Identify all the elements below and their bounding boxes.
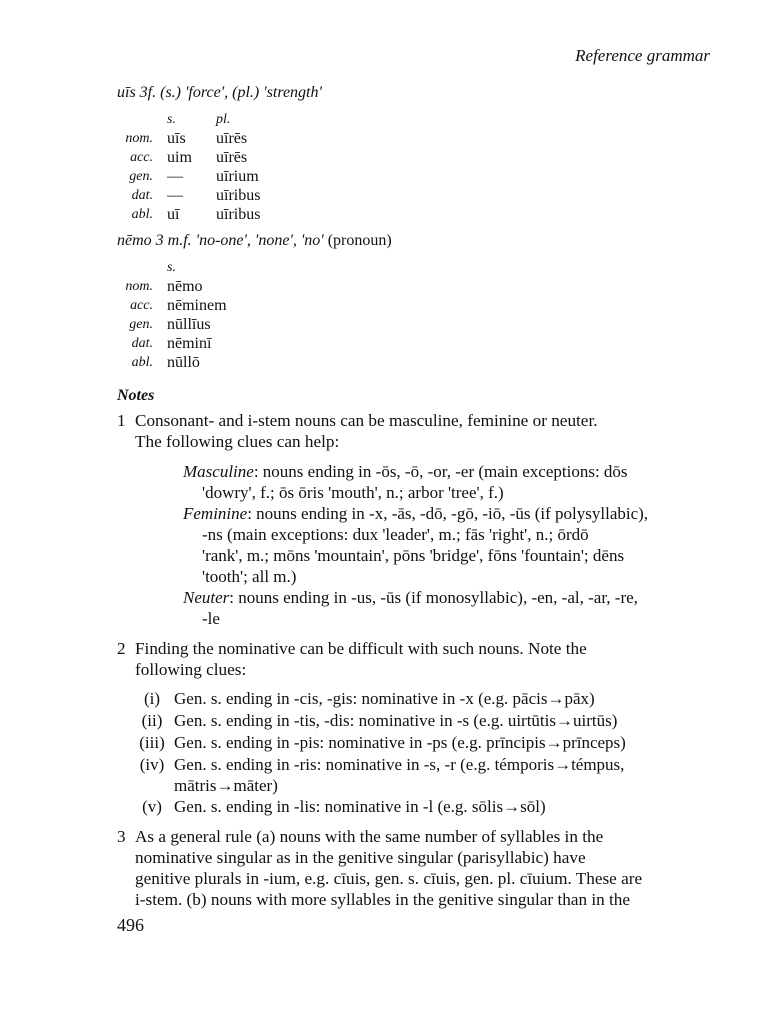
running-header: Reference grammar [575,46,710,65]
nemo-heading-text: nēmo 3 m.f. 'no-one', 'none', 'no' [117,232,324,249]
list-item: (v) Gen. s. ending in -lis: nominative in -l (e.g. sōlis→sōl) [142,797,546,816]
table-row: acc. uim uīrēs [130,149,248,166]
table-row: dat. nēminī [131,335,212,352]
table-row: gen. nūllīus [129,316,211,333]
note-3-number: 3 [117,827,126,846]
list-item: (ii) Gen. s. ending in -tis, -dis: nominative in -s (e.g. uirtūtis→uirtūs) [141,711,618,730]
col-singular-label: s. [167,112,176,127]
note-2-intro: Finding the nominative can be difficult with such nouns. Note the following clues: [135,639,587,679]
note-1-number: 1 [117,411,126,430]
uis-heading-text: uīs 3f. (s.) 'force', (pl.) 'strength' [117,84,322,101]
note-2-number: 2 [117,639,126,658]
note-1-gender-clues: Masculine: nouns ending in -ōs, -ō, -or, -er (main exceptions: dōs 'dowry', f.; ōs ōris 'mouth', n.; arbor 'tree', f.) Feminine: nouns ending in -x, -ās, -dō, -gō, -iō, -ūs (if polysyllabic), -ns (main exceptions: dux 'leader', m.; fās 'right', n.; ōrdō 'rank', m.; mōns 'mountain', pōns 'bridge', fōns 'fountain'; dēns 'tooth'; all m.) Neuter: nouns ending in -us, -ūs (if monosyllabic), -en, -al, -ar, -re, -le [183,461,710,629]
nemo-declension-table [117,258,247,372]
uis-declension-table [117,110,296,224]
notes-title: Notes [117,387,155,404]
col-plural-label: pl. [216,112,231,127]
list-item: (iii) Gen. s. ending in -pis: nominative in -ps (e.g. prīncipis→prīnceps) [139,733,626,752]
feminine-clue: Feminine: nouns ending in -x, -ās, -dō, -gō, -iō, -ūs (if polysyllabic), [183,504,649,523]
nemo-heading [117,232,392,250]
uis-column-headers [117,110,296,129]
table-row: nom. uīs uīrēs [125,130,248,147]
table-row: abl. nūllō [131,354,200,371]
col-singular-label: s. [167,260,176,275]
list-item: (i) Gen. s. ending in -cis, -gis: nominative in -x (e.g. pācis→pāx) [143,689,595,708]
neuter-clue: Neuter: nouns ending in -us, -ūs (if monosyllabic), -en, -al, -ar, -re, [183,588,638,607]
table-row: acc. nēminem [130,297,227,314]
table-row: nom. nēmo [125,278,203,295]
table-row: gen. — uīrium [129,168,259,185]
nemo-column-headers [117,258,247,277]
note-3-text: As a general rule (a) nouns with the same number of syllables in the nominative singular as in the genitive singular (parisyllabic) have genitive plurals in -ium, e.g. cīuis, gen. s. cīuis, gen. pl. cīuium. These are i-stem. (b) nouns with more syllables in the genitive singular than in the [135,827,643,909]
table-row: abl. uī uīribus [131,206,261,223]
page-number: 496 [117,915,144,935]
list-item: (iv) Gen. s. ending in -ris: nominative in -s, -r (e.g. témporis→témpus, mātris→māter) [139,755,625,795]
table-row: dat. — uīribus [131,187,261,204]
note-1-intro: Consonant- and i-stem nouns can be masculine, feminine or neuter. The following clues can help: [135,411,598,451]
uis-heading [117,84,322,102]
nemo-heading-note: (pronoun) [327,232,392,249]
masculine-clue: Masculine: nouns ending in -ōs, -ō, -or, -er (main exceptions: dōs [183,462,628,481]
